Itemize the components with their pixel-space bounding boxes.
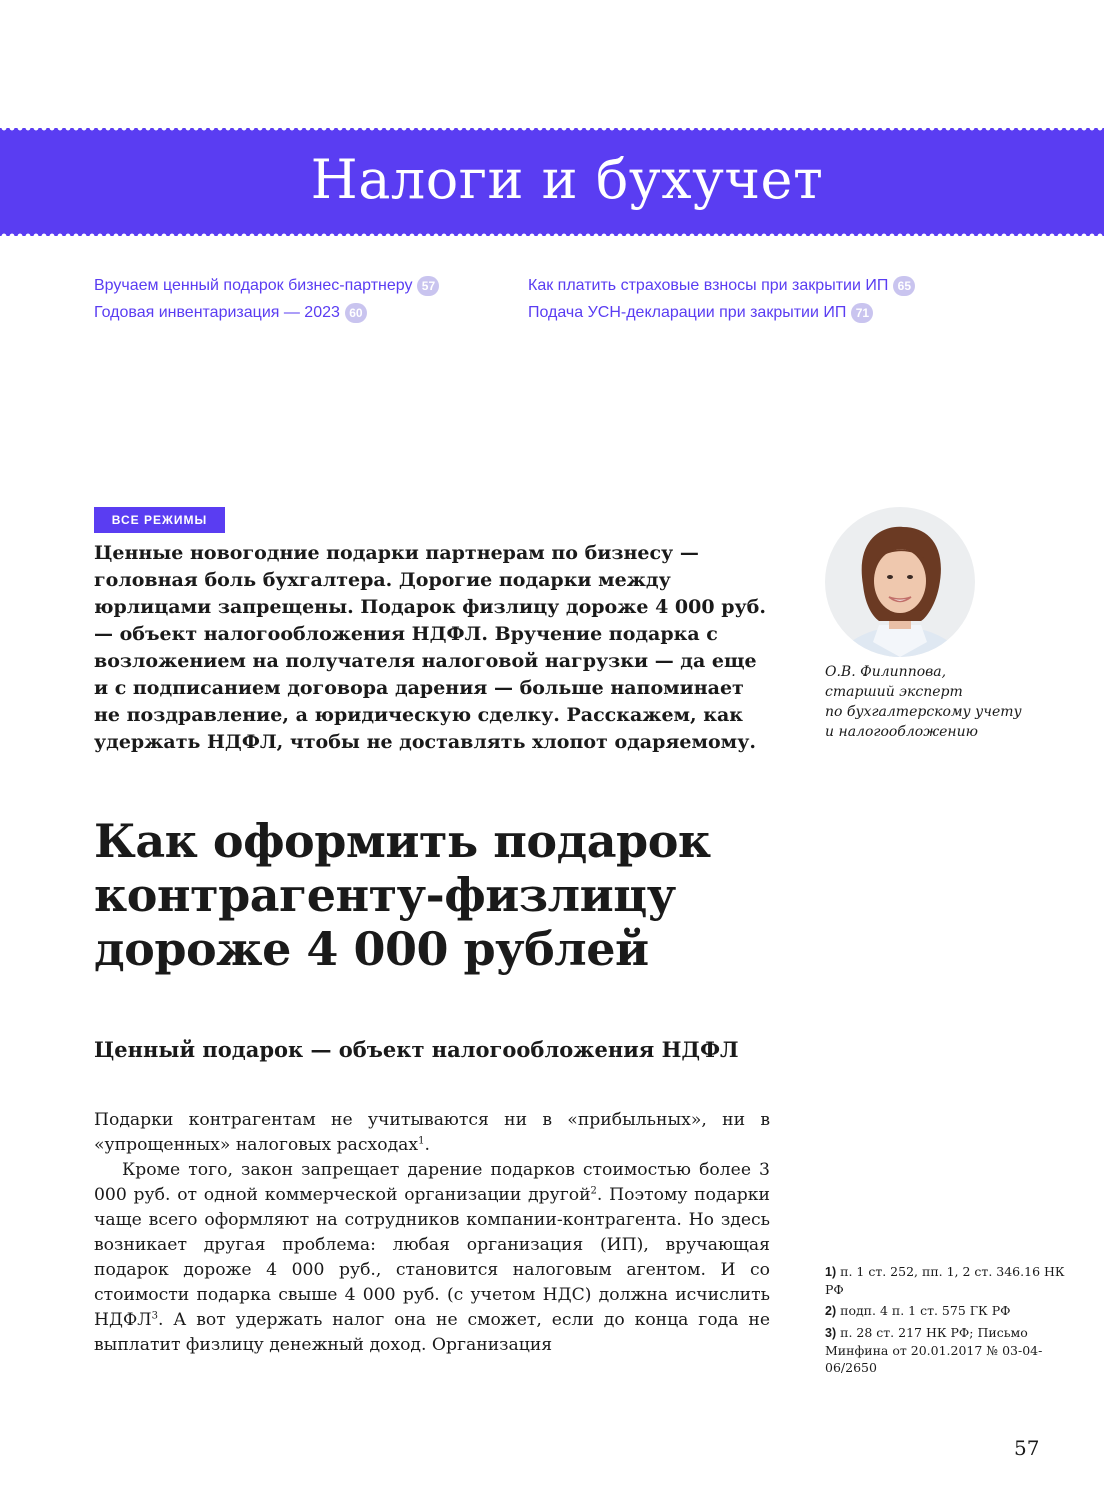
toc-page-badge: 57 <box>417 276 439 296</box>
article-body <box>94 1108 770 1358</box>
toc-item-title[interactable]: Годовая инвентаризация — 2023 <box>94 303 340 321</box>
toc-item-title[interactable]: Как платить страховые взносы при закрытии ИП <box>528 276 889 294</box>
page-number: 57 <box>1014 1436 1040 1460</box>
footnote <box>825 1263 1065 1298</box>
footnote-text: п. 1 ст. 252, пп. 1, 2 ст. 346.16 НК РФ <box>825 1264 1065 1297</box>
section-title: Налоги и бухучет <box>310 148 824 211</box>
toc-item[interactable] <box>528 299 915 326</box>
footnote-number: 1) <box>825 1265 837 1279</box>
footnote-number: 3) <box>825 1326 837 1340</box>
toc-left-column <box>94 272 439 326</box>
article-headline: Как оформить подарок контрагенту-физлицу дороже 4 000 рублей <box>94 814 711 976</box>
footnotes <box>825 1263 1065 1380</box>
banner-scallop-bottom <box>0 233 1104 239</box>
footnote-text: п. 28 ст. 217 НК РФ; Письмо Минфина от 20.01.2017 № 03-04-06/2650 <box>825 1325 1043 1375</box>
paragraph-text: . <box>424 1135 430 1155</box>
toc-item[interactable] <box>528 272 915 299</box>
article-subheading: Ценный подарок — объект налогообложения НДФЛ <box>94 1037 739 1062</box>
article-lead: Ценные новогодние подарки партнерам по бизнесу — головная боль бухгалтера. Дорогие подарки между юрлицами запрещены. Подарок физлицу дороже 4 000 руб. — объект налогообложения НДФЛ. Вручение подарка с возложением на получателя налоговой нагрузки — да еще и с подписанием договора дарения — больше напоминает не поздравление, а юридическую сделку. Расскажем, как удержать НДФЛ, чтобы не доставлять хлопот одаряемому. <box>94 542 766 753</box>
footnote-ref[interactable]: 2 <box>590 1185 597 1197</box>
body-paragraph <box>94 1108 770 1158</box>
footnote-ref[interactable]: 3 <box>151 1310 158 1322</box>
toc-item-title[interactable]: Подача УСН-декларации при закрытии ИП <box>528 303 847 321</box>
footnote-ref[interactable]: 1 <box>418 1135 425 1147</box>
paragraph-text: Подарки контрагентам не учитываются ни в «прибыльных», ни в «упрощенных» налоговых расходах <box>94 1110 770 1155</box>
author-role-line: и налогообложению <box>825 724 978 740</box>
toc-page-badge: 65 <box>893 276 915 296</box>
author-caption <box>825 662 1055 742</box>
footnote <box>825 1324 1065 1376</box>
author-photo <box>825 507 975 657</box>
footnote-text: подп. 4 п. 1 ст. 575 ГК РФ <box>840 1303 1011 1318</box>
paragraph-text: . А вот удержать налог она не сможет, если до конца года не выплатит физлицу денежный доход. Организация <box>94 1310 770 1355</box>
section-banner <box>0 128 1104 236</box>
paragraph-text: . Поэтому подарки чаще всего оформляют на сотрудников компании-контрагента. Но здесь возникает другая проблема: любая организация (ИП), вручающая подарок дороже 4 000 руб., становится налоговым агентом. И со стоимости подарка свыше 4 000 руб. (с учетом НДС) должна исчислить НДФЛ <box>94 1185 771 1330</box>
toc-page-badge: 60 <box>345 303 367 323</box>
toc-page-badge: 71 <box>851 303 873 323</box>
banner-scallop-top <box>0 125 1104 131</box>
author-role-line: старший эксперт <box>825 684 963 700</box>
regime-tag: ВСЕ РЕЖИМЫ <box>94 507 225 533</box>
author-name: О.В. Филиппова, <box>825 664 947 680</box>
footnote <box>825 1302 1065 1320</box>
toc-right-column <box>528 272 915 326</box>
author-portrait-icon <box>825 507 975 657</box>
footnote-number: 2) <box>825 1304 837 1318</box>
toc-item-title[interactable]: Вручаем ценный подарок бизнес-партнеру <box>94 276 413 294</box>
body-paragraph <box>94 1158 770 1358</box>
toc-item[interactable] <box>94 272 439 299</box>
author-role-line: по бухгалтерскому учету <box>825 704 1022 720</box>
paragraph-text: Кроме того, закон запрещает дарение подарков стоимостью более 3 000 руб. от одной коммерческой организации другой <box>94 1160 770 1205</box>
toc-item[interactable] <box>94 299 439 326</box>
